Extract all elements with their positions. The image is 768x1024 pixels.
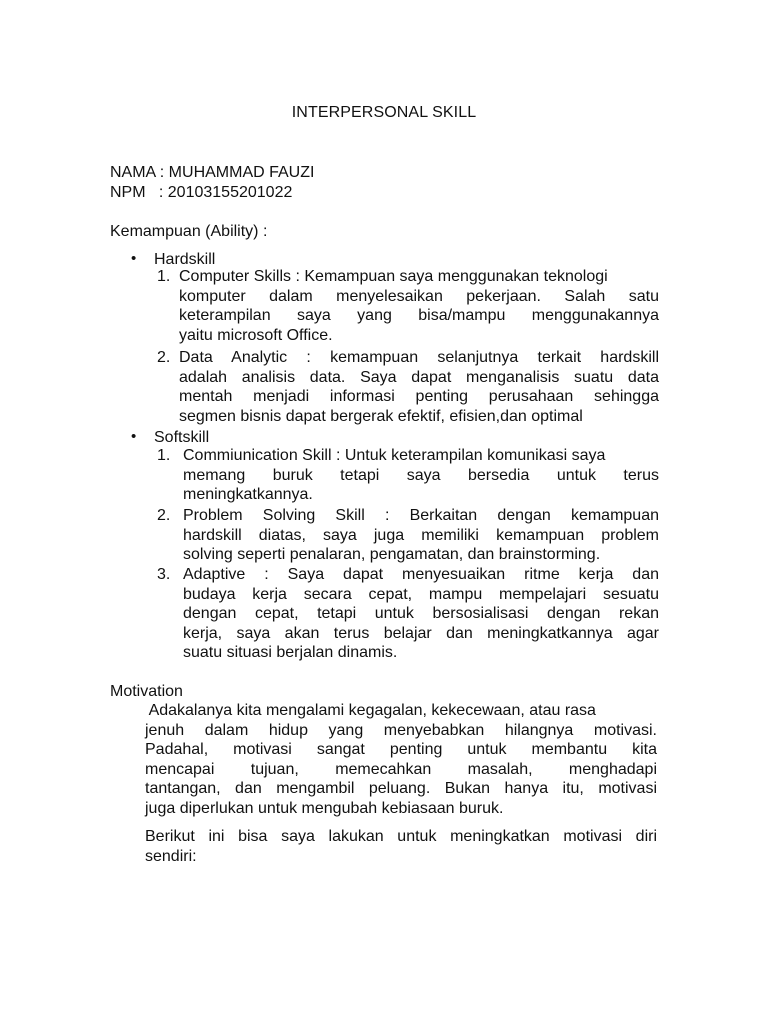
bullet-dot-icon: • <box>131 250 137 267</box>
item-line: mentah menjadi informasi penting perusahaan sehingga <box>179 388 659 405</box>
item-line: keterampilan saya yang bisa/mampu menggunakannya <box>179 307 659 324</box>
softskill-label: Softskill <box>154 429 210 446</box>
paragraph-line: Adakalanya kita mengalami kegagalan, kekecewaan, atau rasa <box>145 702 596 719</box>
item-line: dengan cepat, tetapi untuk bersosialisasi dengan rekan <box>183 605 659 622</box>
paragraph-line: tantangan, dan mengambil peluang. Bukan hanya itu, motivasi <box>145 780 657 797</box>
bullet-dot-icon: • <box>131 428 137 445</box>
item-number: 2. <box>157 349 171 366</box>
item-line: solving seperti penalaran, pengamatan, dan brainstorming. <box>183 546 601 563</box>
document-title: INTERPERSONAL SKILL <box>291 104 477 121</box>
item-line: Problem Solving Skill : Berkaitan dengan kemampuan <box>183 507 659 524</box>
item-line: meningkatkannya. <box>183 486 313 503</box>
item-line: kerja, saya akan terus belajar dan meningkatkannya agar <box>183 624 659 642</box>
paragraph-line: Berikut ini bisa saya lakukan untuk meningkatkan motivasi diri <box>145 828 657 845</box>
item-line: Adaptive : Saya dapat menyesuaikan ritme kerja dan <box>183 566 659 583</box>
item-number: 3. <box>157 566 171 583</box>
item-number: 1. <box>157 268 171 285</box>
student-name: NAMA : MUHAMMAD FAUZI <box>110 164 315 181</box>
hardskill-label: Hardskill <box>154 251 216 268</box>
item-line: hardskill diatas, saya juga memiliki kemampuan problem <box>183 526 659 544</box>
paragraph-line: mencapai tujuan, memecahkan masalah, menghadapi <box>145 760 657 778</box>
student-npm: NPM : 20103155201022 <box>110 184 293 201</box>
item-line: Data Analytic : kemampuan selanjutnya terkait hardskill <box>179 349 659 366</box>
item-line: komputer dalam menyelesaikan pekerjaan. Salah satu <box>179 287 659 305</box>
paragraph-line: sendiri: <box>145 847 197 865</box>
item-line: adalah analisis data. Saya dapat menganalisis suatu data <box>179 368 659 386</box>
item-line: Commiunication Skill : Untuk keterampilan komunikasi saya <box>183 447 606 464</box>
paragraph-line: jenuh dalam hidup yang menyebabkan hilangnya motivasi. <box>145 721 657 739</box>
item-line: suatu situasi berjalan dinamis. <box>183 644 398 661</box>
item-line: yaitu microsoft Office. <box>179 326 333 344</box>
motivation-paragraph-2 <box>145 827 657 866</box>
motivation-paragraph-1 <box>145 701 657 818</box>
paragraph-line: Padahal, motivasi sangat penting untuk membantu kita <box>145 741 657 758</box>
item-line: Computer Skills : Kemampuan saya menggunakan teknologi <box>179 268 608 285</box>
ability-heading: Kemampuan (Ability) : <box>110 223 268 240</box>
item-line: segmen bisnis dapat bergerak efektif, efisien,dan optimal <box>179 407 583 425</box>
motivation-heading: Motivation <box>110 683 183 700</box>
item-number: 2. <box>157 507 171 524</box>
paragraph-line: juga diperlukan untuk mengubah kebiasaan buruk. <box>145 799 504 817</box>
item-number: 1. <box>157 447 171 464</box>
item-line: memang buruk tetapi saya bersedia untuk terus <box>183 466 659 484</box>
item-line: budaya kerja secara cepat, mampu mempelajari sesuatu <box>183 585 659 603</box>
